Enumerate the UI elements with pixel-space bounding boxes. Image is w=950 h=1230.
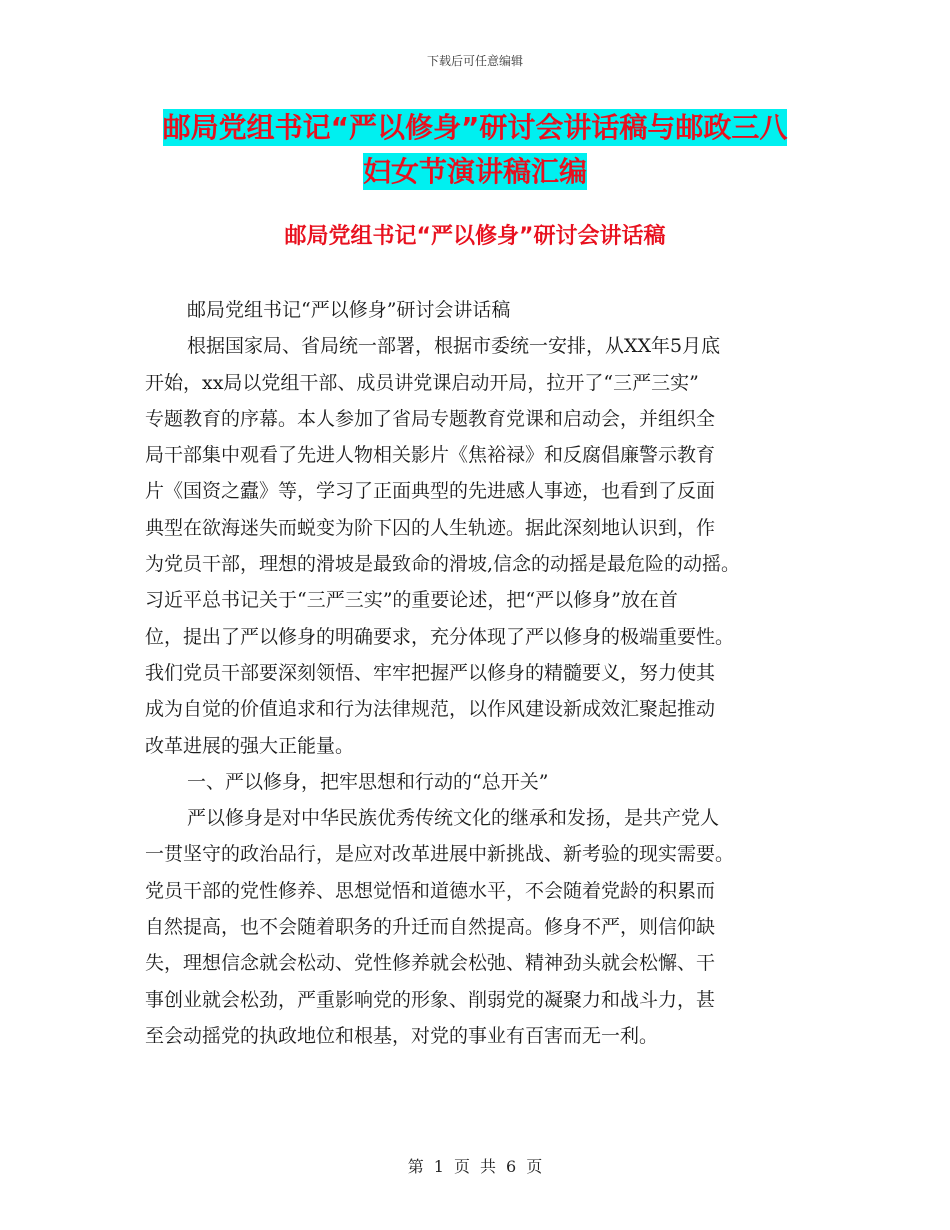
body-line: 邮局党组书记“严以修身”研讨会讲话稿 <box>187 299 511 321</box>
body-line: 成为自觉的价值追求和行为法律规范，以作风建设新成效汇聚起推动 <box>145 698 716 721</box>
document-title-line-2: 妇女节演讲稿汇编 <box>362 155 587 188</box>
body-line: 位，提出了严以修身的明确要求，充分体现了严以修身的极端重要性。 <box>145 625 735 648</box>
body-text <box>145 292 825 1054</box>
body-line: 专题教育的序幕。本人参加了省局专题教育党课和启动会，并组织全 <box>145 407 716 430</box>
body-line: 典型在欲海迷失而蜕变为阶下囚的人生轨迹。据此深刻地认识到，作 <box>145 516 716 539</box>
footer-total-word: 共 <box>480 1157 497 1176</box>
body-line: 为党员干部，理想的滑坡是最致命的滑坡,信念的动摇是最危险的动摇。 <box>145 553 741 576</box>
body-line: 至会动摇党的执政地位和根基，对党的事业有百害而无一利。 <box>145 1024 659 1047</box>
body-line: 一贯坚守的政治品行，是应对改革进展中新挑战、新考验的现实需要。 <box>145 843 735 866</box>
body-line: 习近平总书记关于“三严三实”的重要论述，把“严以修身”放在首 <box>145 589 678 612</box>
footer-page-word: 第 <box>407 1157 424 1176</box>
body-line: 严以修身是对中华民族优秀传统文化的继承和发扬，是共产党人 <box>187 807 720 830</box>
body-line: 我们党员干部要深刻领悟、牢牢把握严以修身的精髓要义，努力使其 <box>145 661 716 684</box>
body-line: 改革进展的强大正能量。 <box>145 734 355 757</box>
section-heading: 一、严以修身，把牢思想和行动的“总开关” <box>187 770 549 793</box>
page-footer <box>0 1154 950 1177</box>
footer-page-unit: 页 <box>453 1157 470 1176</box>
body-line: 党员干部的党性修养、思想觉悟和道德水平，不会随着党龄的积累而 <box>145 879 716 902</box>
document-title <box>0 106 950 194</box>
header-note: 下载后可任意编辑 <box>426 54 523 68</box>
body-line: 自然提高，也不会随着职务的升迁而自然提高。修身不严，则信仰缺 <box>145 916 716 939</box>
body-line: 根据国家局、省局统一部署，根据市委统一安排，从XX年5月底 <box>187 335 721 358</box>
body-line: 片《国资之蠹》等，学习了正面典型的先进感人事迹，也看到了反面 <box>145 480 716 503</box>
body-line: 局干部集中观看了先进人物相关影片《焦裕禄》和反腐倡廉警示教育 <box>145 444 716 467</box>
document-title-line-1: 邮局党组书记“严以修身”研讨会讲话稿与邮政三八 <box>162 111 788 144</box>
section-title: 邮局党组书记“严以修身”研讨会讲话稿 <box>284 224 666 249</box>
body-line: 开始，xx局以党组干部、成员讲党课启动开局，拉开了“三严三实” <box>145 371 699 394</box>
body-line: 事创业就会松劲，严重影响党的形象、削弱党的凝聚力和战斗力，甚 <box>145 988 716 1011</box>
footer-total-unit: 页 <box>526 1157 543 1176</box>
footer-total-pages: 6 <box>506 1157 517 1176</box>
footer-page-number: 1 <box>433 1157 444 1176</box>
body-line: 失，理想信念就会松动、党性修养就会松弛、精神劲头就会松懈、干 <box>145 952 716 975</box>
